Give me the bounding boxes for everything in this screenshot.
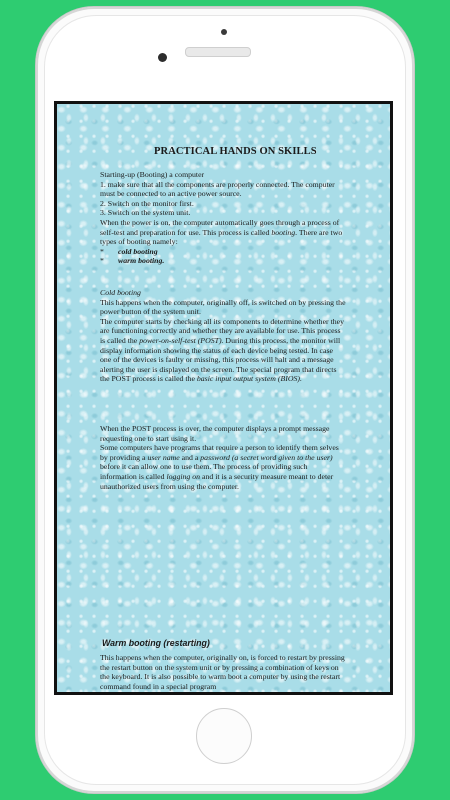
booting-paragraph: When the power is on, the computer automatically goes through a process of self-test and preparation for use. This process is called booting. There are two types of booting namely: bbox=[100, 217, 343, 247]
list-item: * warm booting. bbox=[100, 256, 165, 266]
post-over-section bbox=[100, 424, 346, 491]
warm-booting-heading: Warm booting (restarting) bbox=[102, 638, 210, 648]
logon-paragraph: Some computers have programs that require a person to identify them selves by providing a user name and a password (a secret word given to the user) before it can allow one to use them. The process of providing such information is called logging on and it is a security measure meant to deter unauthorized users from using the computer. bbox=[100, 443, 339, 491]
step-3: 3. Switch on the system unit. bbox=[100, 208, 191, 218]
cold-booting-heading: Cold booting bbox=[100, 288, 141, 297]
earpiece-speaker bbox=[185, 47, 251, 57]
warm-booting-paragraph: This happens when the computer, originally on, is forced to restart by pressing the restart button on the system unit or by pressing a combination of keys on the keyboard. It is also possible to warm boot a computer by using the restart command found in a special program bbox=[100, 653, 345, 691]
list-item: * cold booting bbox=[100, 246, 158, 256]
post-paragraph: The computer starts by checking all its components to determine whether they are functioning correctly and whether they are available for use. This process is called the power-on-self-test (POST). During this process, the monitor will display information showing the status of each device being tested. In case one of the devices is faulty or missing, this process will halt and a message alerting the user is displayed on the screen. The special program that directs the POST process is called the basic input output system (BIOS). bbox=[100, 316, 345, 384]
page-title: PRACTICAL HANDS ON SKILLS bbox=[154, 146, 317, 157]
intro-section bbox=[100, 170, 346, 266]
front-camera-icon bbox=[158, 53, 167, 62]
intro-line: Starting-up (Booting) a computer bbox=[100, 170, 205, 179]
home-button[interactable] bbox=[196, 708, 252, 764]
cold-booting-section bbox=[100, 288, 346, 384]
step-1: 1. make sure that all the components are properly connected. The computer must be connected to an active power source. bbox=[100, 179, 335, 199]
screen bbox=[54, 101, 393, 695]
proximity-sensor bbox=[221, 29, 227, 35]
document-page[interactable] bbox=[57, 104, 390, 692]
prompt-paragraph: When the POST process is over, the computer displays a prompt message requesting one to start using it. bbox=[100, 424, 330, 443]
step-2: 2. Switch on the monitor first. bbox=[100, 198, 194, 208]
cold-booting-paragraph: This happens when the computer, originally off, is switched on by pressing the power button of the system unit. bbox=[100, 297, 346, 317]
